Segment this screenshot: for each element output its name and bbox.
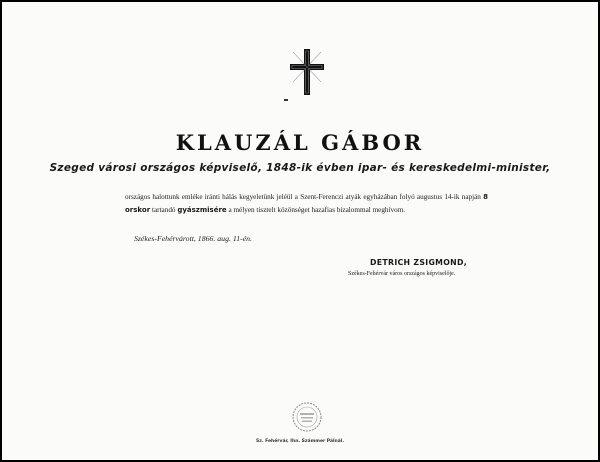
invitation-mass: gyászmisére: [177, 205, 227, 214]
invitation-time: 8 orskor: [125, 193, 489, 214]
library-stamp-icon: [291, 401, 323, 433]
cross-icon: [285, 46, 329, 98]
invitation-text-part2: tartandó: [150, 205, 178, 214]
place-date: Székes-Fehérvárott, 1866. aug. 11-én.: [134, 234, 253, 243]
signer-name: DETRICH ZSIGMOND,: [370, 258, 467, 267]
decorative-mark: [284, 99, 288, 101]
invitation-text-part1: országos halottunk emléke iránti hálás kegyeletünk jeléül a Szent-Ferenczi atyák egyházában folyó augustus 14-ik napján: [125, 193, 481, 201]
printer-line: Sz. Fehérvár, Ihn. Számmer Pálnál.: [255, 439, 345, 444]
deceased-title: Szeged városi országos képviselő, 1848-ik évben ipar- és kereskedelmi-minister,: [49, 162, 551, 174]
invitation-text-part3: a mélyen tisztelt közönséget hazafias bizalommal meghívom.: [226, 205, 406, 214]
signer-title: Székes-Fehérvár város országos képviselője.: [348, 271, 456, 277]
deceased-name: KLAUZÁL GÁBOR: [175, 130, 425, 155]
invitation-text: [125, 191, 488, 216]
